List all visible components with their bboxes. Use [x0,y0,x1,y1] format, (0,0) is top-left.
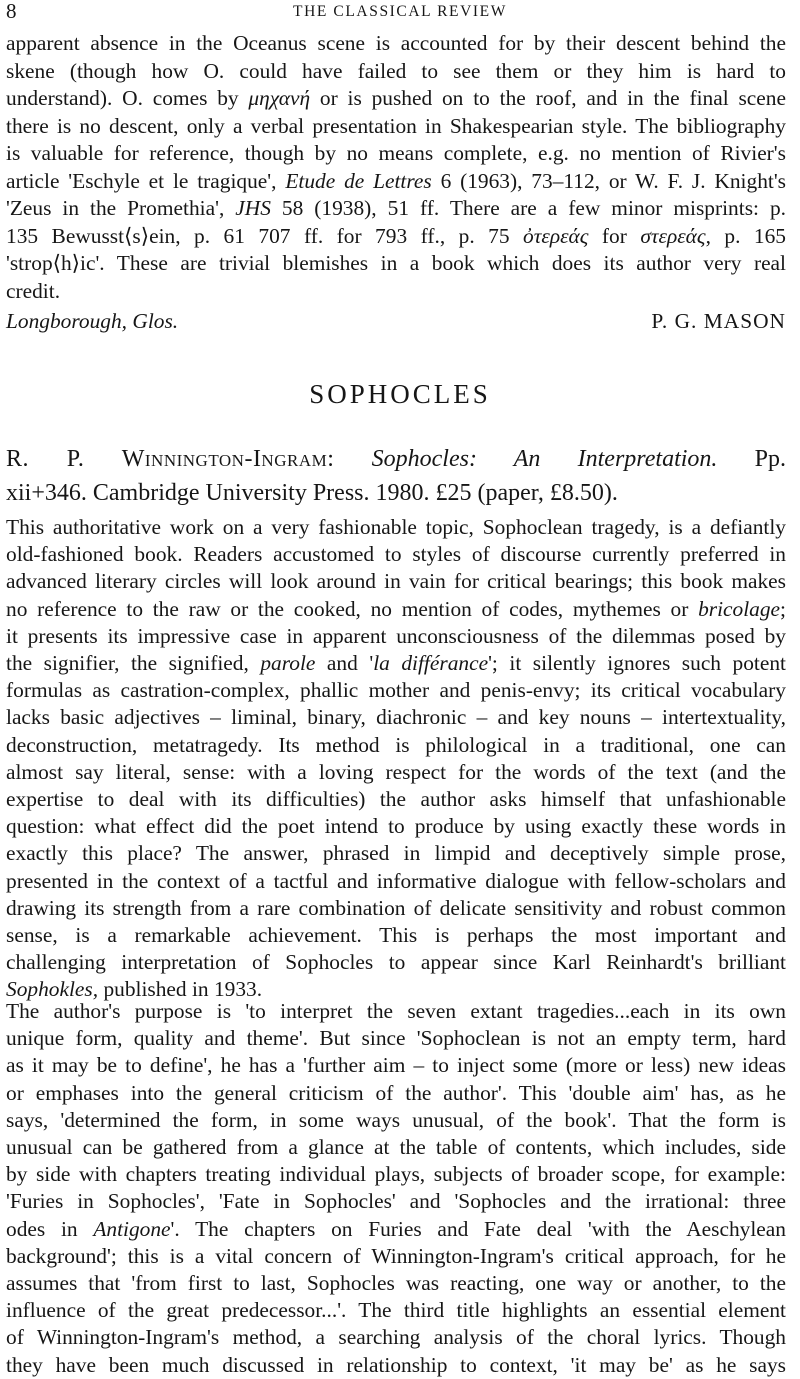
running-head: THE CLASSICAL REVIEW [293,3,507,20]
text-line: question: what effect did the poet intend to produce by using exactly these words in [6,814,786,839]
page-number: 8 [6,0,17,23]
text-line: apparent absence in the Oceanus scene is accounted for by their descent behind the [6,31,786,55]
book-title: Sophocles: An Interpretation. [371,446,718,472]
text-line: lacks basic adjectives – liminal, binary, diachronic – and key nouns – intertextuality, [6,705,786,730]
text-line: is valuable for reference, though by no means complete, e.g. no mention of Rivier's [6,141,786,165]
text-line: as it may be to define', he has a 'further aim – to inject some (more or less) new ideas [6,1053,786,1078]
text-line: by side with chapters treating individual plays, subjects of broader scope, for example: [6,1162,786,1187]
text-line: of Winnington-Ingram's method, a searching analysis of the choral lyrics. Though [6,1325,786,1350]
text-line: 135 Bewusst⟨s⟩ein, p. 61 707 ff. for 793 ff., p. 75 ὀτερεάς for στερεάς, p. 165 [6,223,787,248]
text-line: article 'Eschyle et le tragique', Etude de Lettres 6 (1963), 73–112, or W. F. J. Knight's [6,168,787,193]
text-line: presented in the context of a tactful and informative dialogue with fellow-scholars and [6,868,786,893]
text-line: 'Furies in Sophocles', 'Fate in Sophocles' and 'Sophocles and the irrational: three [6,1189,786,1214]
text-line: sense, is a remarkable achievement. This is perhaps the most important and [6,923,786,947]
text-line: old-fashioned book. Readers accustomed to styles of discourse currently preferred in [6,542,786,567]
text-line: the signifier, the signified, parole and 'la différance'; it silently ignores such potent [6,651,786,675]
signature-name: P. G. MASON [651,309,786,333]
text-line: credit. [6,278,61,303]
section-title: SOPHOCLES [309,379,491,409]
text-line: deconstruction, metatragedy. Its method is philological in a traditional, one can [6,732,786,757]
text-line: there is no descent, only a verbal presentation in Shakespearian style. The bibliography [6,113,786,138]
text-line: odes in Antigone'. The chapters on Furies and Fate deal 'with the Aeschylean [6,1216,786,1241]
text-line: no reference to the raw or the cooked, no mention of codes, mythemes or bricolage; [6,596,786,621]
signature-place: Longborough, Glos. [6,309,179,333]
text-line: unique form, quality and theme'. But since 'Sophoclean is not an empty term, hard [6,1026,786,1051]
text-line: The author's purpose is 'to interpret the seven extant tragedies...each in its own [6,999,786,1023]
text-line: formulas as castration-complex, phallic mother and penis-envy; its critical vocabulary [6,678,786,703]
text-line: drawing its strength from a rare combination of delicate sensitivity and robust common [6,895,786,920]
text-line: advanced literary circles will look around in vain for critical bearings; this book makes [6,569,786,594]
text-line: understand). O. comes by μηχανή or is pushed on to the roof, and in the final scene [6,86,786,110]
text-line: unusual can be gathered from a glance at the table of contents, which includes, side [6,1135,786,1159]
book-pages-prefix: Pp. [754,446,787,472]
text-line: background'; this is a vital concern of Winnington-Ingram's critical approach, for he [6,1243,786,1268]
text-line: almost say literal, sense: with a loving respect for the words of the text (and the [6,759,786,784]
text-line: 'strop⟨h⟩ic'. These are trivial blemishes in a book which does its author very real [6,251,786,275]
text-line: 'Zeus in the Promethia', JHS 58 (1938), 51 ff. There are a few minor misprints: p. [6,196,786,220]
text-line: influence of the great predecessor...'. The third title highlights an essential element [6,1298,786,1323]
text-line: challenging interpretation of Sophocles to appear since Karl Reinhardt's brilliant [6,950,786,975]
book-citation-line-1 [6,442,786,476]
text-line: they have been much discussed in relationship to context, 'it may be' as he says [6,1352,786,1377]
text-line: This authoritative work on a very fashionable topic, Sophoclean tragedy, is a defiantly [6,515,786,539]
text-line: skene (though how O. could have failed to see them or they him is hard to [6,58,786,83]
book-author: R. P. Winnington-Ingram: [6,446,335,472]
text-line: it presents its impressive case in apparent unconsciousness of the dilemmas posed by [6,623,786,648]
text-line: assumes that 'from first to last, Sophocles was reacting, one way or another, to the [6,1271,786,1295]
text-line: says, 'determined the form, in some ways unusual, of the book'. That the form is [6,1107,786,1132]
book-citation-line-2: xii+346. Cambridge University Press. 1980. £25 (paper, £8.50). [6,480,618,506]
text-line: or emphases into the general criticism of the author'. This 'double aim' has, as he [6,1080,786,1105]
page-header [0,0,800,24]
text-line: expertise to deal with its difficulties) the author asks himself that unfashionable [6,787,786,811]
text-line: exactly this place? The answer, phrased in limpid and deceptively simple prose, [6,841,786,866]
text-line: Sophokles, published in 1933. [6,977,263,1002]
